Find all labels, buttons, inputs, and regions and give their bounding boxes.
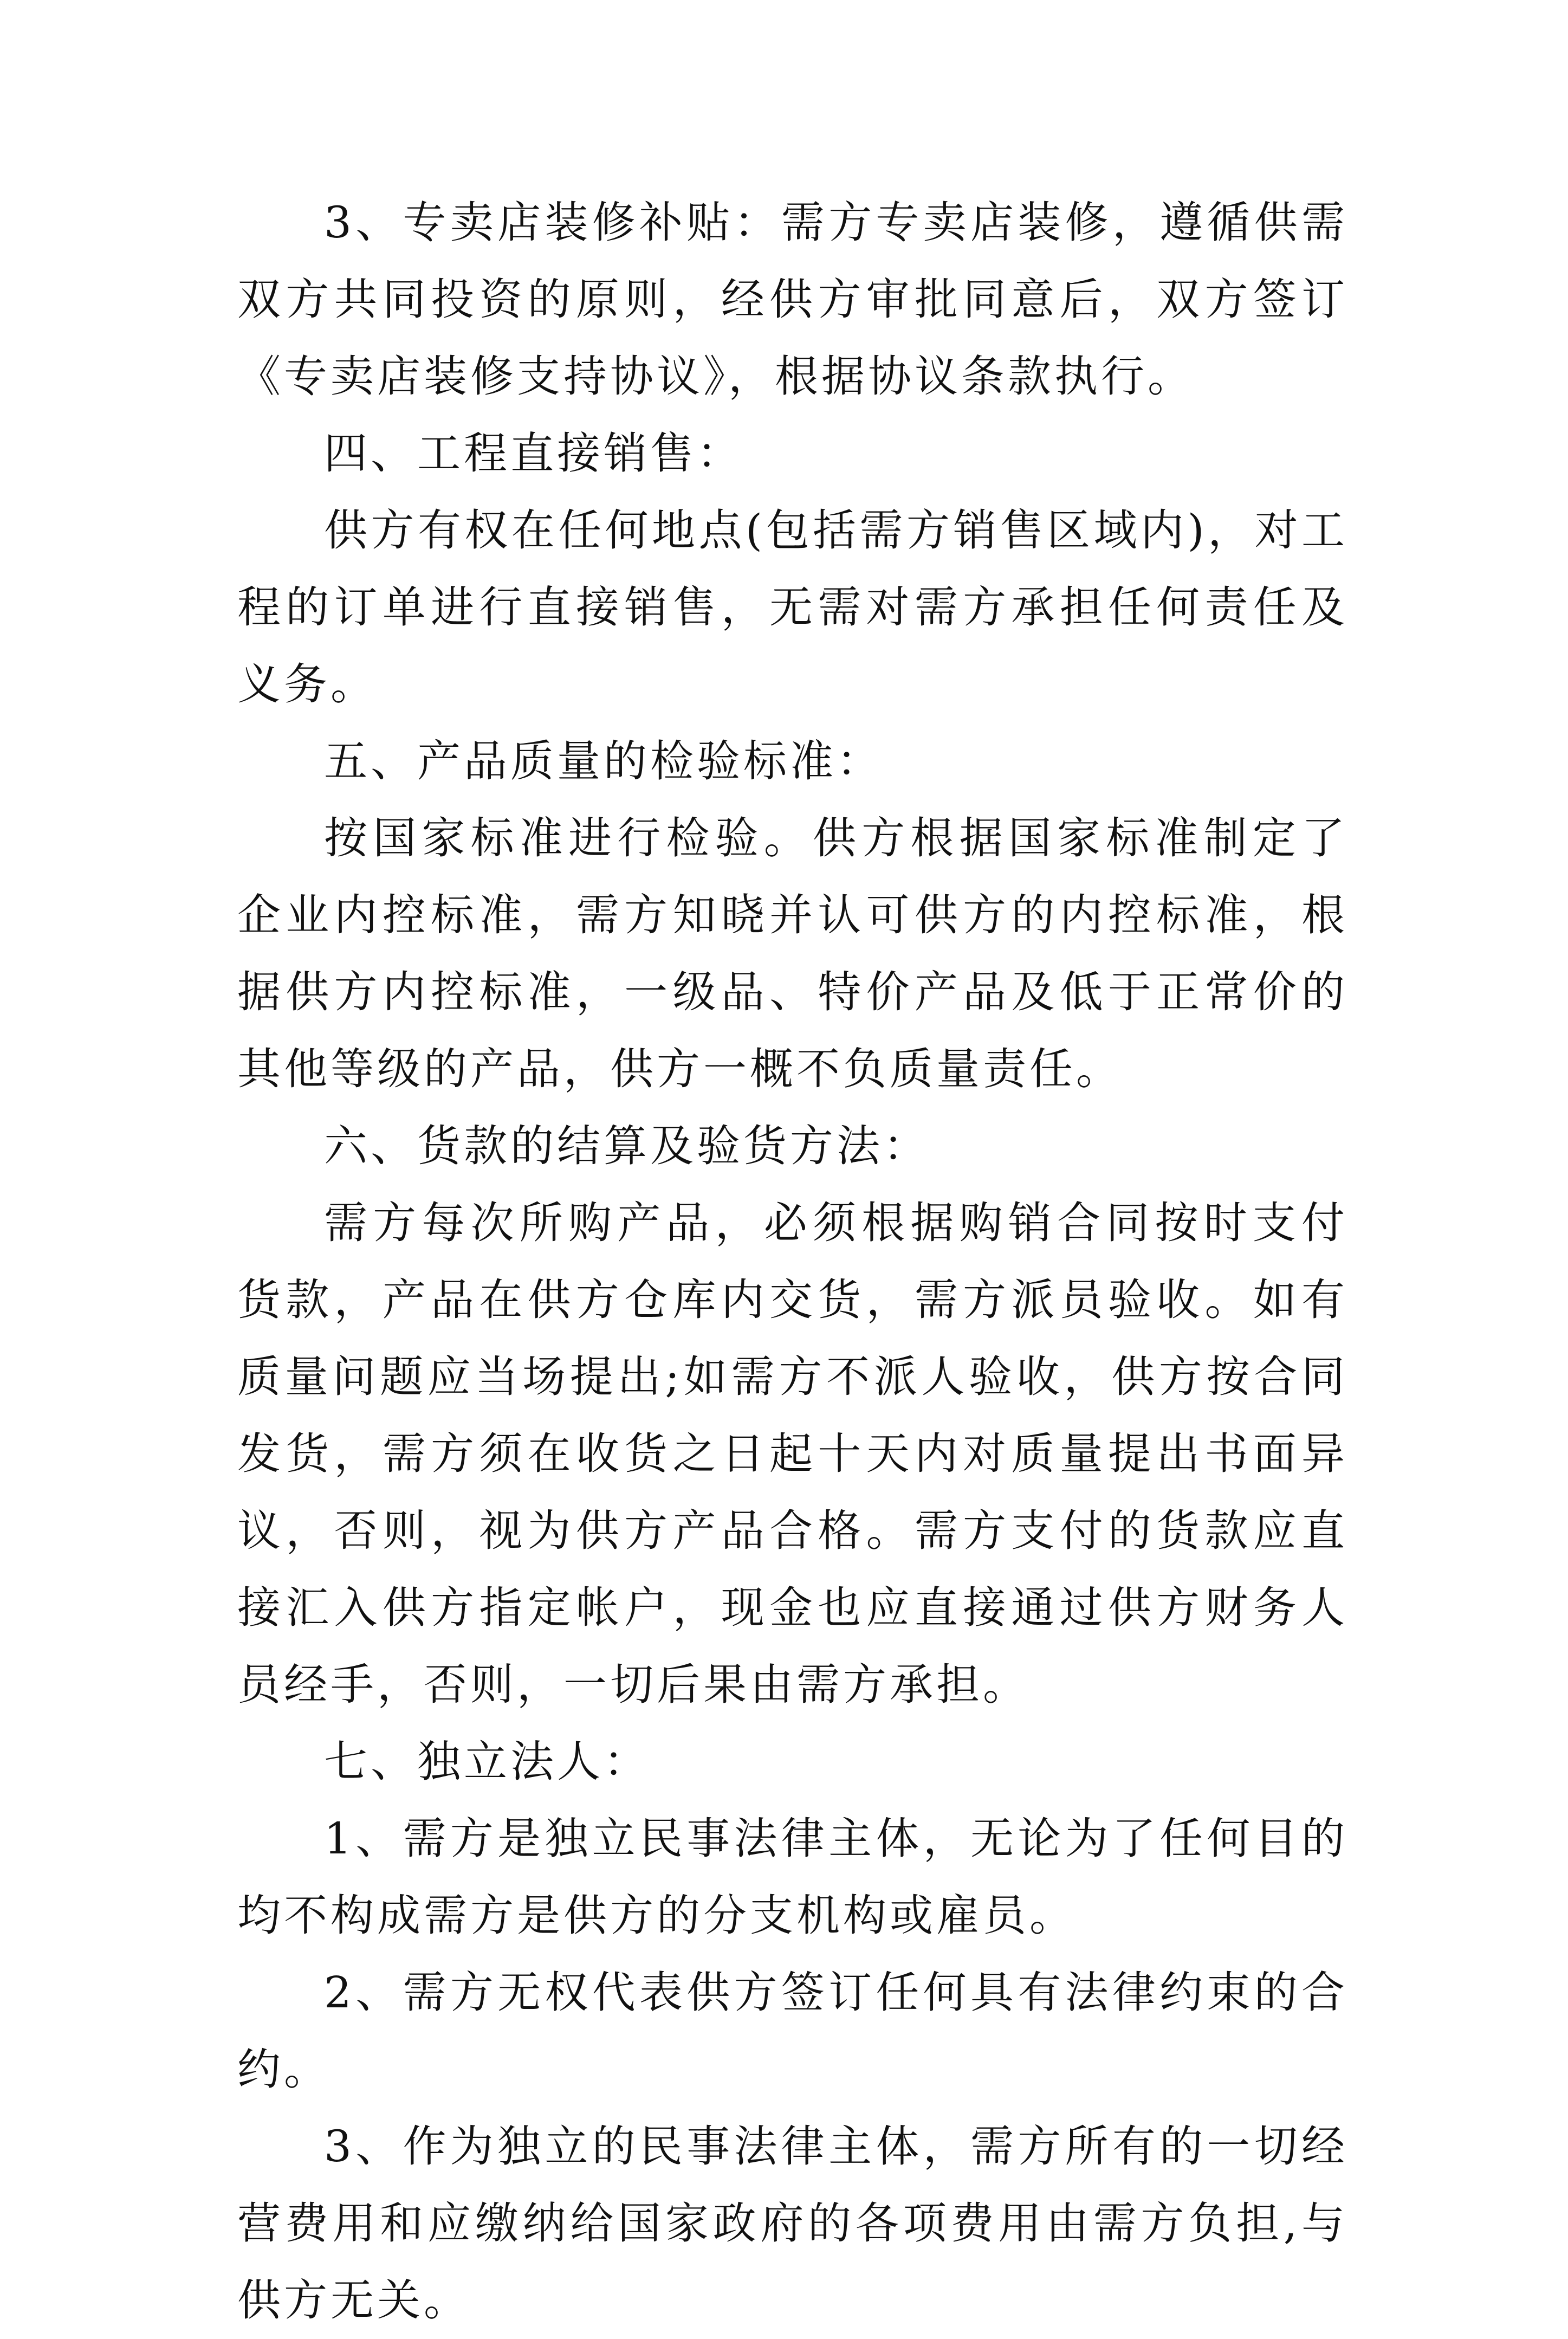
- section-heading-project-direct-sales: 四、工程直接销售：: [324, 428, 743, 479]
- paragraph-independent-entity-2: 2、需方无权代表供方签订任何具有法律约束的合约。: [237, 1967, 1348, 2095]
- section-heading-independent-legal-entity: 七、独立法人：: [324, 1736, 650, 1787]
- paragraph-payment-inspection: 需方每次所购产品，必须根据购销合同按时支付货款，产品在供方仓库内交货，需方派员验收。如有质量问题应当场提出;如需方不派人验收，供方按合同发货，需方须在收货之日起十天内对质量提出书面异议，否则，视为供方产品合格。需方支付的货款应直接汇入供方指定帐户，现金也应直接通过供方财务人员经手，否则，一切后果由需方承担。: [237, 1198, 1348, 1710]
- document-page: [237, 184, 1348, 2339]
- paragraph-independent-entity-1: 1、需方是独立民事法律主体，无论为了任何目的均不构成需方是供方的分支机构或雇员。: [237, 1813, 1348, 1941]
- section-heading-quality-standard: 五、产品质量的检验标准：: [324, 736, 883, 786]
- section-heading-payment-inspection: 六、货款的结算及验货方法：: [324, 1121, 930, 1171]
- paragraph-decoration-subsidy: 3、专卖店装修补贴：需方专卖店装修，遵循供需双方共同投资的原则，经供方审批同意后，双方签订《专卖店装修支持协议》，根据协议条款执行。: [237, 197, 1348, 402]
- paragraph-independent-entity-3: 3、作为独立的民事法律主体，需方所有的一切经营费用和应缴纳给国家政府的各项费用由需方负担,与供方无关。: [237, 2121, 1348, 2325]
- paragraph-quality-standard: 按国家标准进行检验。供方根据国家标准制定了企业内控标准，需方知晓并认可供方的内控标准，根据供方内控标准，一级品、特价产品及低于正常价的其他等级的产品，供方一概不负质量责任。: [237, 813, 1348, 1094]
- paragraph-project-direct-sales: 供方有权在任何地点(包括需方销售区域内)，对工程的订单进行直接销售，无需对需方承担任何责任及义务。: [237, 505, 1348, 709]
